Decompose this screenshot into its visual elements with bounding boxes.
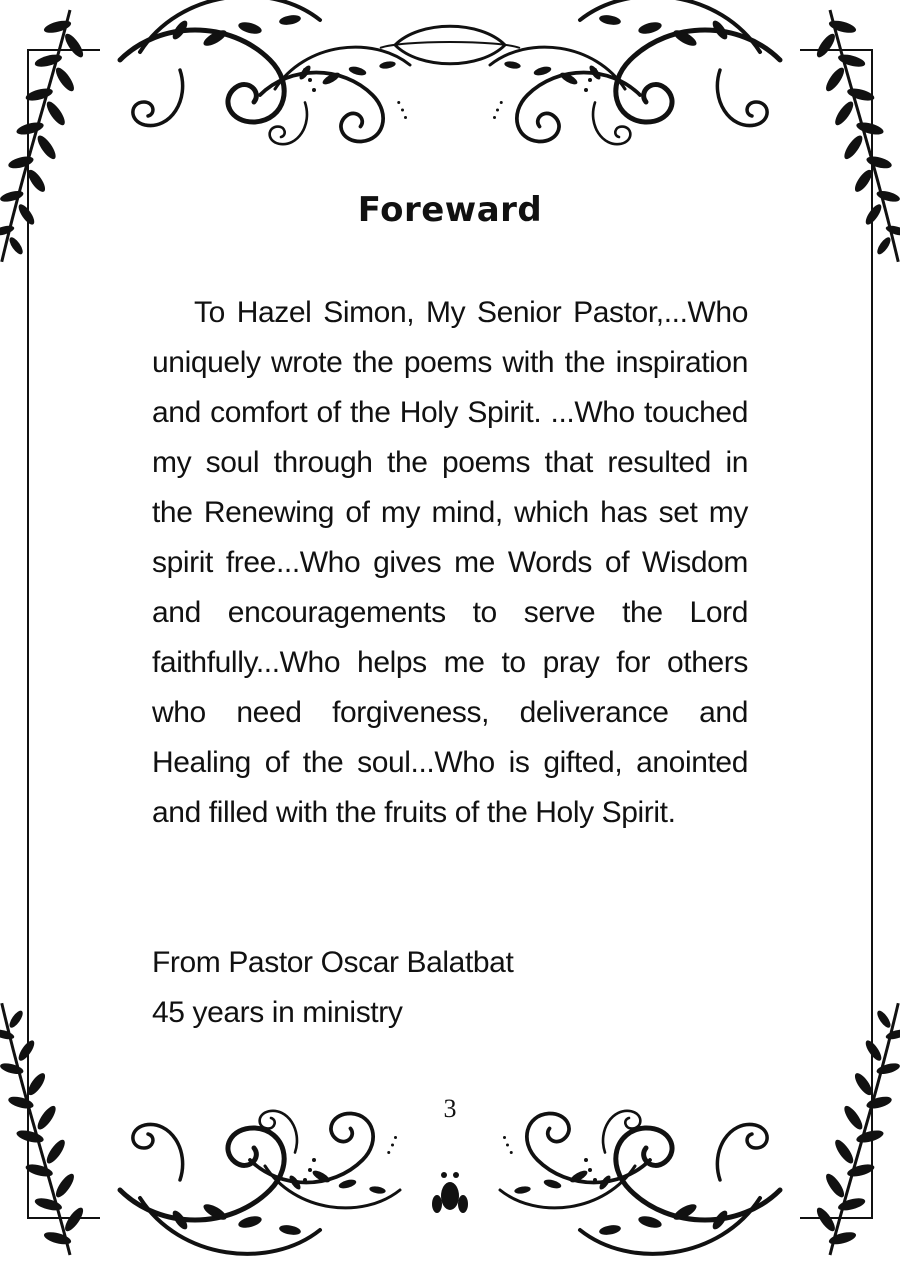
signature-block: [152, 938, 513, 1038]
page-number: 3: [443, 1094, 457, 1123]
bottom-right-vine-icon: [791, 997, 900, 1261]
signature-author: From Pastor Oscar Balatbat: [152, 946, 514, 979]
foreword-text: To Hazel Simon, My Senior Pastor,...Who uniquely wrote the poems with the inspiration and comfort of the Holy Spirit. ...Who touched my soul through the poems that resulted in the Renewing of my mind, which has set my spirit free...Who gives me Words of Wisdom and encouragements to serve the Lord faithfully...Who helps me to pray for others who need forgiveness, deliverance and Healing of the soul...Who is gifted, anointed and filled with the fruits of the Holy Spirit.: [152, 296, 748, 829]
bottom-left-vine-icon: [0, 997, 109, 1261]
signature-tenure: 45 years in ministry: [152, 996, 403, 1029]
page-title: Foreward: [357, 190, 543, 230]
foreword-paragraph: [152, 288, 748, 838]
